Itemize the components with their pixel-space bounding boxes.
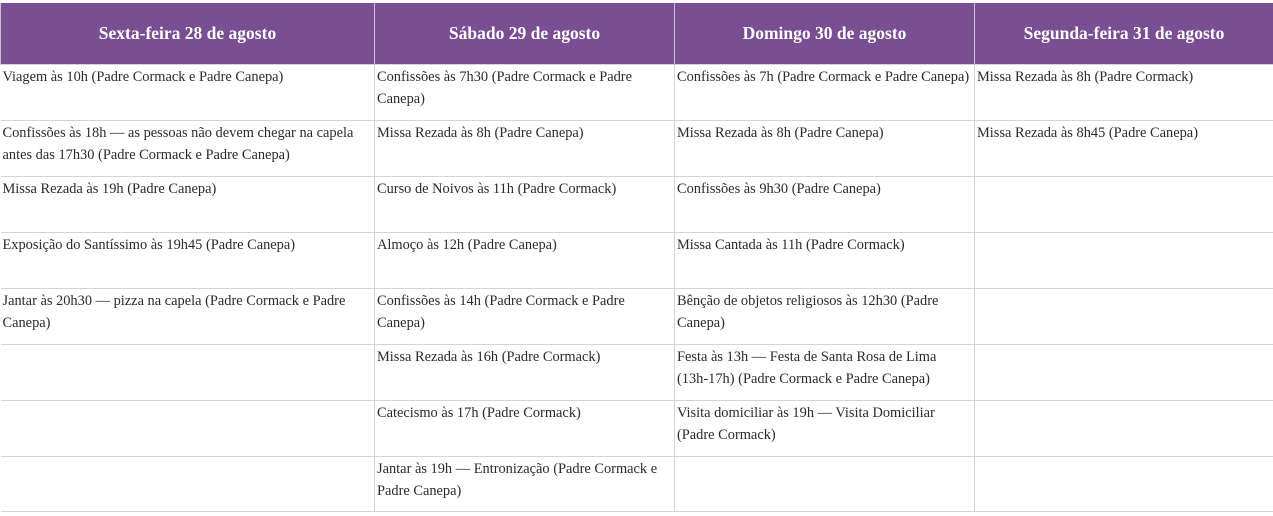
table-cell: Catecismo às 17h (Padre Cormack)	[375, 400, 675, 456]
table-cell	[975, 288, 1273, 344]
table-row	[1, 456, 1273, 511]
table-cell: Viagem às 10h (Padre Cormack e Padre Canepa)	[1, 64, 375, 120]
table-cell	[1, 344, 375, 400]
table-cell: Confissões às 18h — as pessoas não devem chegar na capela antes das 17h30 (Padre Cormack e Padre Canepa)	[1, 120, 375, 176]
table-cell: Missa Rezada às 8h (Padre Canepa)	[675, 120, 975, 176]
table-cell	[975, 344, 1273, 400]
column-header-monday: Segunda-feira 31 de agosto	[975, 3, 1273, 64]
table-cell: Confissões às 9h30 (Padre Canepa)	[675, 176, 975, 232]
table-cell: Exposição do Santíssimo às 19h45 (Padre Canepa)	[1, 232, 375, 288]
table-cell: Jantar às 20h30 — pizza na capela (Padre Cormack e Padre Canepa)	[1, 288, 375, 344]
table-cell: Jantar às 19h — Entronização (Padre Cormack e Padre Canepa)	[375, 456, 675, 511]
column-header-friday: Sexta-feira 28 de agosto	[1, 3, 375, 64]
table-cell: Missa Rezada às 16h (Padre Cormack)	[375, 344, 675, 400]
table-row	[1, 344, 1273, 400]
table-cell: Confissões às 7h (Padre Cormack e Padre Canepa)	[675, 64, 975, 120]
table-cell: Missa Cantada às 11h (Padre Cormack)	[675, 232, 975, 288]
table-cell: Missa Rezada às 8h (Padre Canepa)	[375, 120, 675, 176]
table-cell	[675, 456, 975, 511]
table-cell: Missa Rezada às 8h (Padre Cormack)	[975, 64, 1273, 120]
table-cell	[1, 456, 375, 511]
table-row	[1, 176, 1273, 232]
column-header-sunday: Domingo 30 de agosto	[675, 3, 975, 64]
table-cell	[975, 176, 1273, 232]
table-cell	[975, 456, 1273, 511]
table-cell: Curso de Noivos às 11h (Padre Cormack)	[375, 176, 675, 232]
table-row	[1, 120, 1273, 176]
table-cell: Almoço às 12h (Padre Canepa)	[375, 232, 675, 288]
table-cell: Missa Rezada às 19h (Padre Canepa)	[1, 176, 375, 232]
table-cell	[975, 400, 1273, 456]
column-header-saturday: Sábado 29 de agosto	[375, 3, 675, 64]
table-cell: Confissões às 7h30 (Padre Cormack e Padre Canepa)	[375, 64, 675, 120]
table-cell: Confissões às 14h (Padre Cormack e Padre Canepa)	[375, 288, 675, 344]
table-row	[1, 64, 1273, 120]
table-cell: Missa Rezada às 8h45 (Padre Canepa)	[975, 120, 1273, 176]
table-cell: Bênção de objetos religiosos às 12h30 (Padre Canepa)	[675, 288, 975, 344]
schedule-table	[0, 3, 1273, 512]
table-cell: Festa às 13h — Festa de Santa Rosa de Lima (13h-17h) (Padre Cormack e Padre Canepa)	[675, 344, 975, 400]
table-row	[1, 400, 1273, 456]
table-row	[1, 288, 1273, 344]
table-row	[1, 232, 1273, 288]
table-cell	[1, 400, 375, 456]
table-cell: Visita domiciliar às 19h — Visita Domiciliar (Padre Cormack)	[675, 400, 975, 456]
header-row	[1, 3, 1273, 64]
table-cell	[975, 232, 1273, 288]
